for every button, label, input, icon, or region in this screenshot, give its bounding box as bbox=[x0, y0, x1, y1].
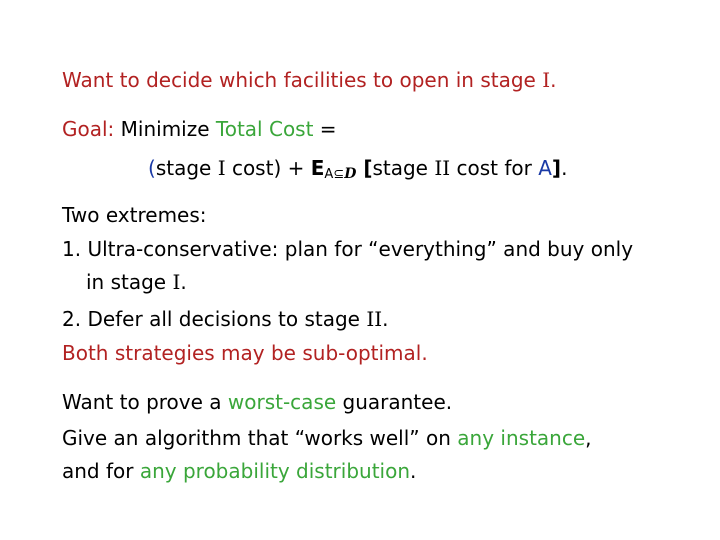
formula-stage1: I bbox=[217, 156, 226, 180]
formula-stage-word2: stage bbox=[372, 156, 435, 180]
formula-sub-a: A bbox=[324, 167, 334, 182]
formula-stage-word: stage bbox=[155, 156, 218, 180]
intro-stage: I bbox=[542, 68, 551, 92]
intro-period: . bbox=[550, 68, 557, 92]
item2-period: . bbox=[382, 307, 389, 331]
intro-line bbox=[62, 68, 556, 92]
formula-open-paren: ( bbox=[148, 156, 156, 180]
item2-stage: II bbox=[366, 307, 383, 331]
goal-equals: = bbox=[313, 117, 337, 141]
intro-text: Want to decide which facilities to open in stage bbox=[62, 68, 543, 92]
formula-expectation: E bbox=[310, 156, 325, 180]
formula-distribution: D bbox=[344, 166, 357, 182]
goal-minimize: Minimize bbox=[114, 117, 216, 141]
extremes-item2 bbox=[62, 307, 389, 331]
extremes-heading: Two extremes: bbox=[62, 203, 207, 227]
algorithm-line1-prefix: Give an algorithm that “works well” on bbox=[62, 426, 458, 450]
formula-cost-close: cost) bbox=[225, 156, 282, 180]
algorithm-any-distribution: any probability distribution bbox=[139, 459, 411, 483]
extremes-item1-cont bbox=[86, 270, 187, 294]
formula-subset: ⊆ bbox=[333, 167, 345, 182]
algorithm-line1-suffix: , bbox=[585, 426, 592, 450]
formula-cost-for: cost for bbox=[450, 156, 539, 180]
formula-plus: + bbox=[281, 156, 311, 180]
algorithm-line2-suffix: . bbox=[410, 459, 417, 483]
extremes-item1: 1. Ultra-conservative: plan for “everything” and buy only bbox=[62, 237, 634, 261]
extremes-conclusion: Both strategies may be sub-optimal. bbox=[62, 341, 428, 365]
worst-case-line bbox=[62, 390, 452, 414]
algorithm-any-instance: any instance bbox=[457, 426, 586, 450]
worst-case-suffix: guarantee. bbox=[336, 390, 453, 414]
worst-case-highlight: worst-case bbox=[227, 390, 337, 414]
goal-label: Goal: bbox=[62, 117, 115, 141]
formula-a: A bbox=[538, 156, 552, 180]
item1-stage: I bbox=[172, 270, 181, 294]
algorithm-line2-prefix: and for bbox=[62, 459, 140, 483]
item1-cont-text: in stage bbox=[86, 270, 173, 294]
algorithm-line2 bbox=[62, 459, 416, 483]
goal-total-cost: Total Cost bbox=[215, 117, 314, 141]
formula-period: . bbox=[561, 156, 568, 180]
algorithm-line1 bbox=[62, 426, 592, 450]
formula-bracket-close: ] bbox=[551, 156, 562, 180]
item2-text: 2. Defer all decisions to stage bbox=[62, 307, 367, 331]
formula-stage2: II bbox=[434, 156, 451, 180]
worst-case-prefix: Want to prove a bbox=[62, 390, 228, 414]
formula-line bbox=[148, 156, 567, 184]
formula-bracket-open: [ bbox=[356, 156, 373, 180]
item1-period: . bbox=[180, 270, 187, 294]
goal-line bbox=[62, 117, 337, 141]
